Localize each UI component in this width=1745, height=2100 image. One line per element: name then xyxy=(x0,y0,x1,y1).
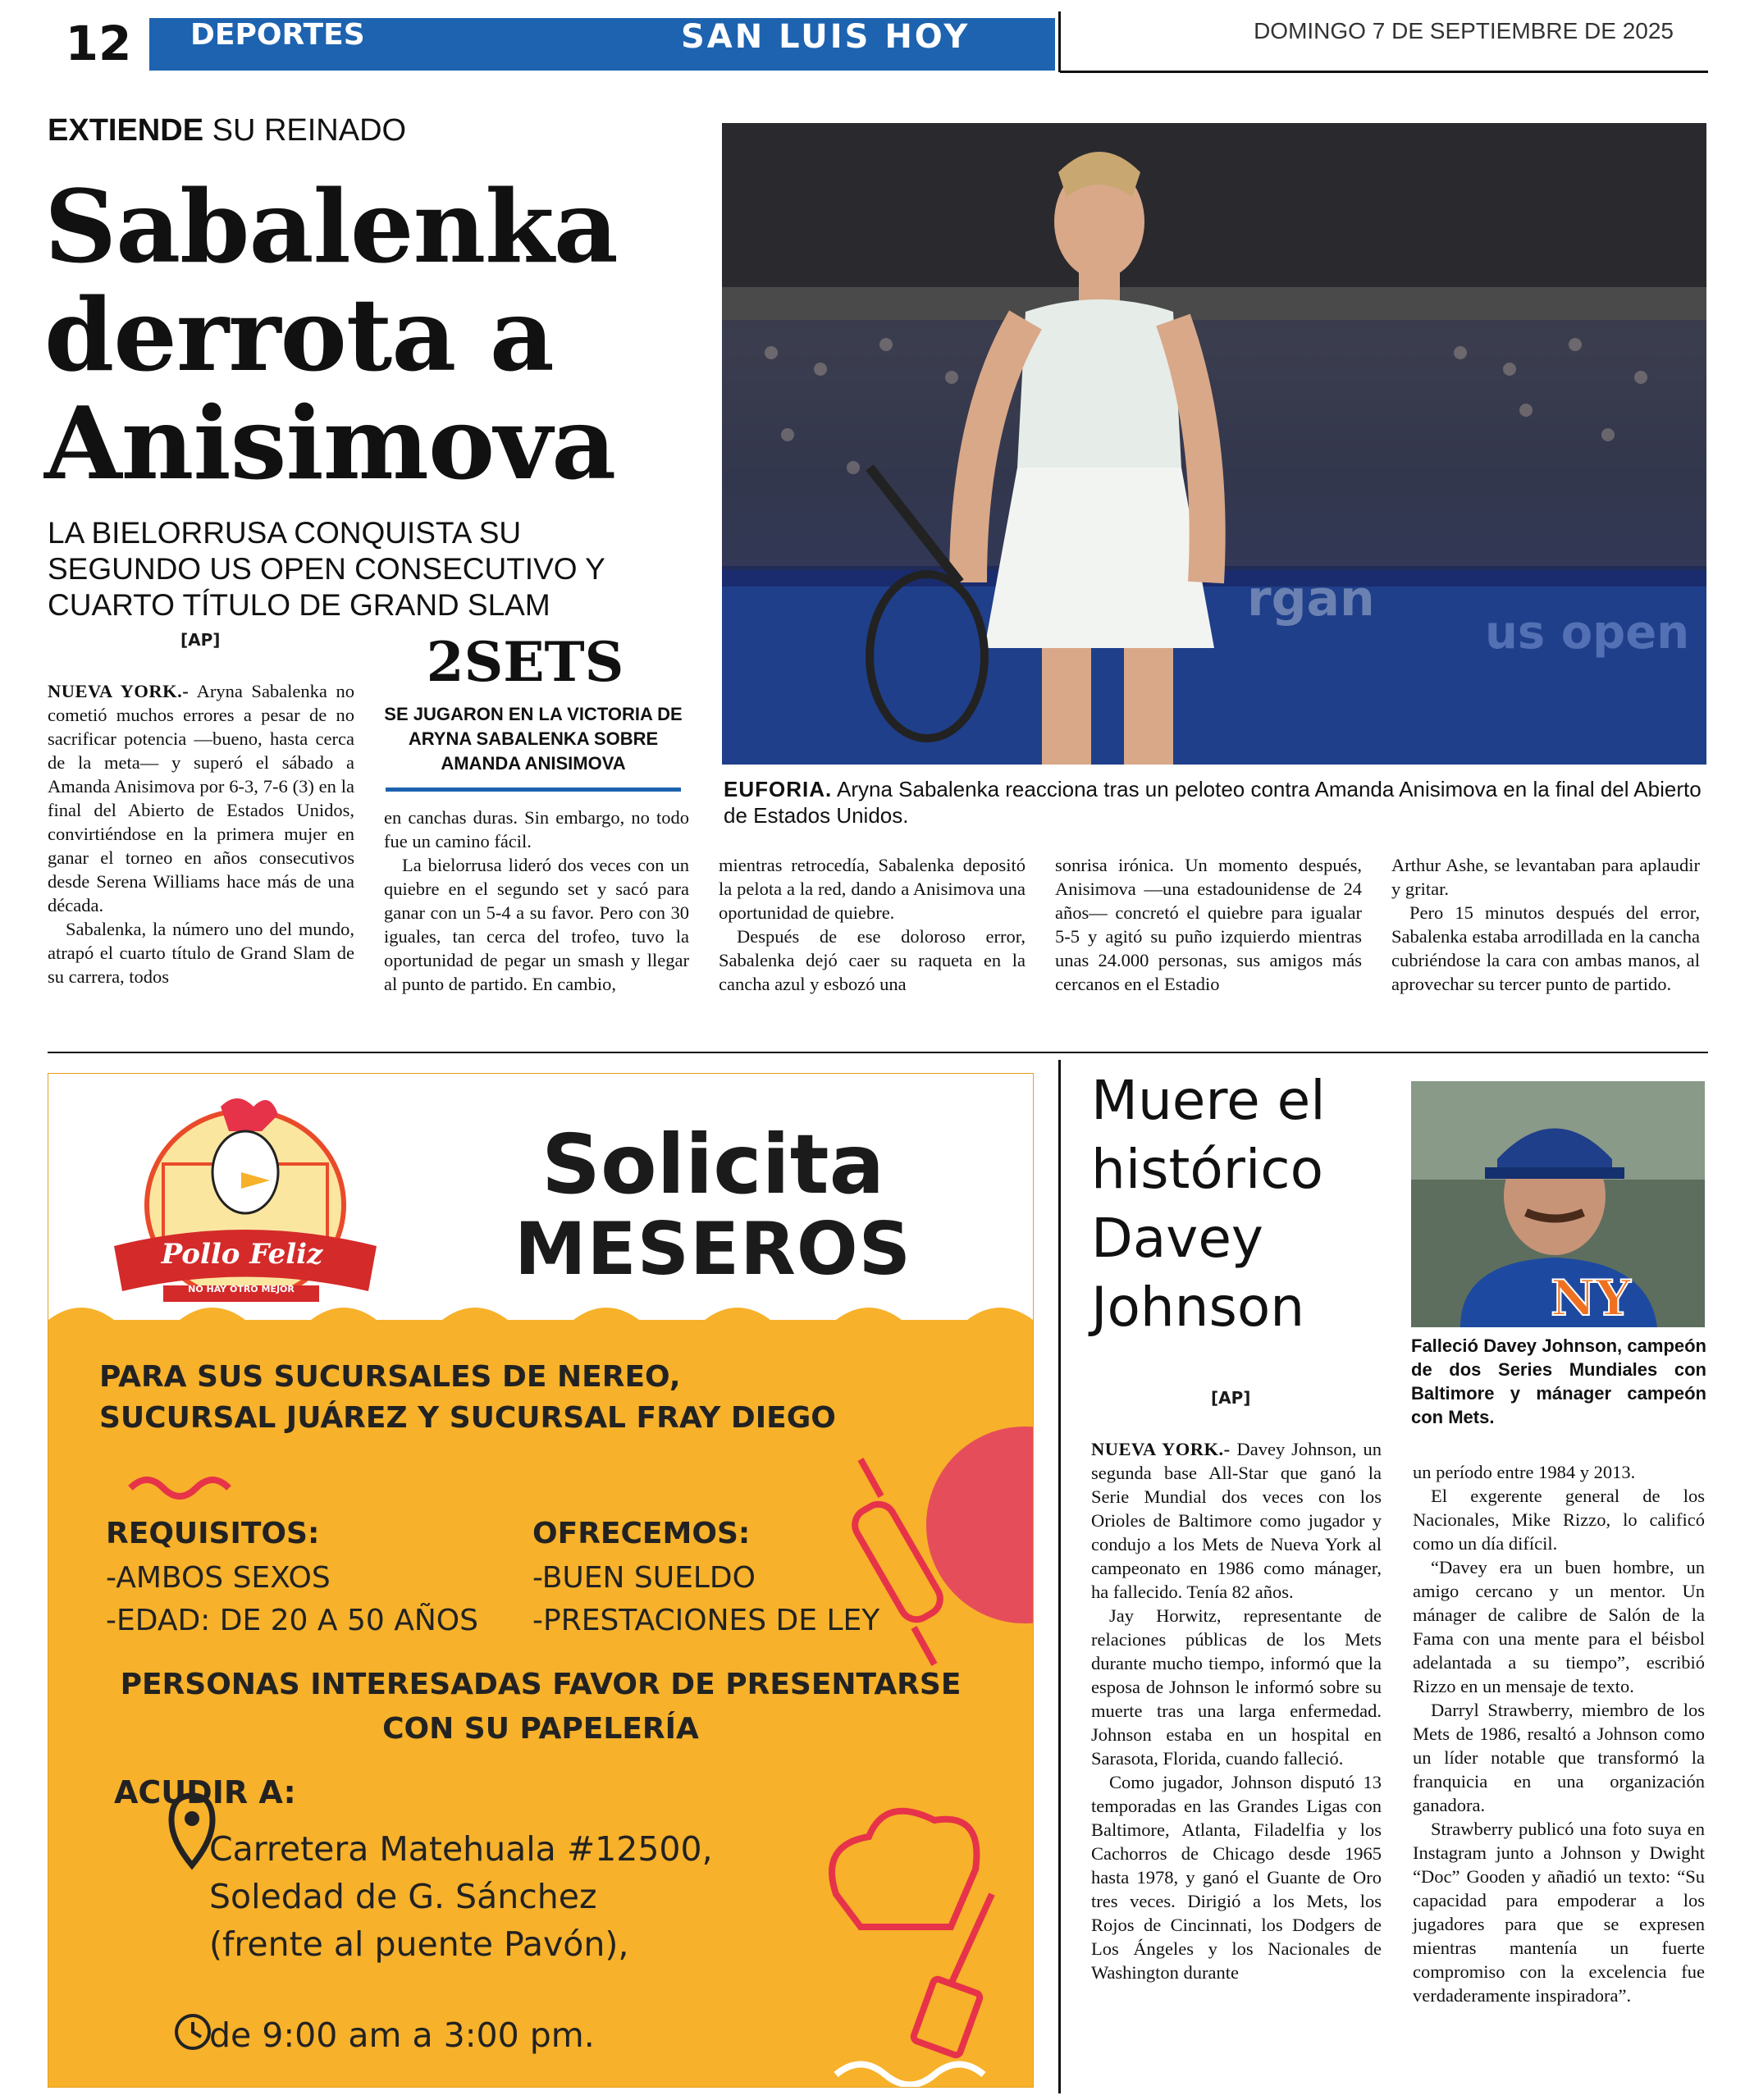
ad-address-line-2: Soledad de G. Sánchez xyxy=(209,1877,597,1916)
deck-line-1: LA BIELORRUSA CONQUISTA SU xyxy=(48,516,522,550)
story1-paragraph-4-end: Arthur Ashe, se levantaban para aplaudir y gritar. xyxy=(1391,855,1700,899)
headline-line-1: Sabalenka xyxy=(44,167,618,285)
story1-column-2 xyxy=(384,806,689,996)
story2-headline-line-4: Johnson xyxy=(1091,1276,1305,1339)
story1-paragraph-2-cont: en canchas duras. Sin embargo, no todo fue un camino fácil. xyxy=(384,807,689,851)
kicker-rest: SU REINADO xyxy=(203,113,407,148)
caption-lead: EUFORIA. xyxy=(724,777,833,801)
svg-text:us open: us open xyxy=(1485,606,1690,660)
headline-line-3: Anisimova xyxy=(44,384,616,502)
story2-paragraph-3-cont: un período entre 1984 y 2013. xyxy=(1413,1462,1636,1482)
ad-title-solicita: Solicita xyxy=(541,1116,885,1212)
story-credit: [AP] xyxy=(180,630,221,650)
ad-branches xyxy=(99,1357,1002,1439)
chef-hat-icon xyxy=(832,1811,976,1927)
ad-offer-2: -PRESTACIONES DE LEY xyxy=(532,1604,880,1637)
ad-brand-name: Pollo Feliz xyxy=(161,1238,323,1271)
ad-address-line-1: Carretera Matehuala #12500, xyxy=(209,1829,713,1869)
section-rule xyxy=(48,1052,1708,1053)
story2-headline-line-1: Muere el xyxy=(1091,1069,1326,1132)
pullquote-text: SE JUGARON EN LA VICTORIA DE ARYNA SABALENKA SOBRE AMANDA ANISIMOVA xyxy=(384,704,683,774)
ad-requirement-1: -AMBOS SEXOS xyxy=(106,1561,331,1595)
ad-address xyxy=(209,1825,800,1968)
story-headline xyxy=(44,167,717,502)
story-deck xyxy=(48,515,704,623)
story1-paragraph-3: La bielorrusa lideró dos veces con un quiebre en el segundo set y sacó para ganar con un 5-4 a su favor. Pero con 30 iguales, tan cerca del trofeo, tuvo la oportunidad de pegar un smash y llegar al punto de partido. En cambio, xyxy=(384,855,689,994)
headline-line-2: derrota a xyxy=(44,276,554,394)
story1-p1-text: Aryna Sabalenka no cometió muchos errores a pesar de no sacrificar potencia —bueno, hasta cerca de la meta— y superó el sábado a Amanda Anisimova por 6-3, 7-6 (3) en la final del Abierto de Estados Unidos, convirtiéndose en la primera mujer en ganar el torneo en años consecutivos desde Serena Williams hace más de una década. xyxy=(48,681,354,915)
ad-offer-1: -BUEN SUELDO xyxy=(532,1561,756,1595)
caption-text: Aryna Sabalenka reacciona tras un peloteo contra Amanda Anisimova en la final del Abierto de Estados Unidos. xyxy=(724,777,1702,828)
kicker-bold: EXTIENDE xyxy=(48,113,204,148)
clock-icon xyxy=(176,2016,209,2048)
story1-column-4 xyxy=(1055,853,1362,996)
newspaper-name: SAN LUIS HOY xyxy=(681,18,971,56)
pullquote-number: 2SETS xyxy=(426,630,624,694)
header-divider xyxy=(1058,11,1061,72)
story1-paragraph-1 xyxy=(48,679,354,917)
issue-date: DOMINGO 7 DE SEPTIEMBRE DE 2025 xyxy=(1254,18,1674,43)
story2-paragraph-3: Como jugador, Johnson disputó 13 temporadas en las Grandes Ligas con Baltimore, Atlanta, Filadelfia y los Cachorros de Chicago desde 1965 hasta 1978, y ganó el Guante de Oro tres veces. Dirigió a los Mets, los Rojos de Cincinnati, los Dodgers de Los Ángeles y los Nacionales de Washington durante xyxy=(1091,1772,1382,1983)
story2-column-1 xyxy=(1091,1437,1382,1984)
section-name: DEPORTES xyxy=(190,18,365,52)
svg-text:rgan: rgan xyxy=(1247,570,1375,628)
story1-paragraph-4-cont: sonrisa irónica. Un momento después, Anisimova —una estadounidense de 24 años— concretó el quiebre para igualar 5-5 y agitó su puño izquierdo mientras unas 24.000 personas, sus amigos más cercanos en el Estadio xyxy=(1055,855,1362,994)
story2-credit: [AP] xyxy=(1211,1388,1251,1408)
story1-paragraph-3-cont: mientras retrocedía, Sabalenka depositó la pelota a la red, dando a Anisimova una oportunidad de quiebre. xyxy=(719,855,1026,923)
sabalenka-photo xyxy=(722,123,1706,765)
ad-go-to-title: ACUDIR A: xyxy=(114,1774,296,1810)
ad-offers-title: OFRECEMOS: xyxy=(532,1517,751,1550)
photo-illustration xyxy=(722,123,1706,765)
ad-cta-line-1: PERSONAS INTERESADAS FAVOR DE PRESENTARSE xyxy=(120,1668,962,1701)
story1-paragraph-2: Sabalenka, la número uno del mundo, atrapó el cuarto título de Grand Slam de su carrera, todos xyxy=(48,919,354,987)
story1-dateline: NUEVA YORK.- xyxy=(48,681,190,701)
ad-title-meseros: MESEROS xyxy=(514,1207,912,1291)
story2-paragraph-6: Darryl Strawberry, miembro de los Mets de 1986, resaltó a Johnson como un líder notable que transformó la franquicia en una organización ganadora. xyxy=(1413,1700,1705,1815)
story2-p1-text: Davey Johnson, un segunda base All-Star que ganó la Serie Mundial dos veces con los Orioles de Baltimore como jugador y condujo a los Mets de Nueva York al campeonato en 1986 como mánager, ha fallecido. Tenía 82 años. xyxy=(1091,1439,1382,1602)
ad-address-line-3: (frente al puente Pavón), xyxy=(209,1924,629,1964)
story2-headline-line-3: Davey xyxy=(1091,1207,1263,1270)
story2-headline-line-2: histórico xyxy=(1091,1138,1323,1201)
davey-photo-caption: Falleció Davey Johnson, campeón de dos Series Mundiales con Baltimore y mánager campeón con Mets. xyxy=(1411,1335,1706,1427)
ad-slogan: NO HAY OTRO MEJOR xyxy=(188,1284,295,1294)
header-rule xyxy=(1060,71,1708,73)
story1-column-3 xyxy=(719,853,1026,996)
story2-paragraph-2: Jay Horwitz, representante de relaciones públicas de los Mets durante mucho tiempo, informó que la esposa de Johnson le informó sobre su muerte tras una larga enfermedad. Johnson estaba en un hospital en Sarasota, Florida, cuando falleció. xyxy=(1091,1605,1382,1769)
ad-cta-line-2: CON SU PAPELERÍA xyxy=(382,1712,699,1746)
photo-caption xyxy=(724,776,1705,829)
ad-requirements-title: REQUISITOS: xyxy=(106,1517,320,1550)
svg-text:NY: NY xyxy=(1551,1270,1631,1327)
pollo-feliz-ad xyxy=(48,1073,1034,2088)
story2-paragraph-4: El exgerente general de los Nacionales, Mike Rizzo, lo calificó como un día difícil. xyxy=(1413,1486,1705,1554)
deck-line-2: SEGUNDO US OPEN CONSECUTIVO Y xyxy=(48,552,605,586)
davey-johnson-photo xyxy=(1411,1081,1705,1327)
ad-branches-line-2: SUCURSAL JUÁREZ Y SUCURSAL FRAY DIEGO xyxy=(99,1401,836,1435)
story2-dateline: NUEVA YORK.- xyxy=(1091,1439,1231,1459)
story2-paragraph-7: Strawberry publicó una foto suya en Instagram junto a Johnson y Dwight “Doc” Gooden y añadió un texto: “Su capacidad para empoderar a los jugadores para que se expresen mientras mantenía un fuerte compromiso con la excelencia fue verdaderamente inspiradora”. xyxy=(1413,1819,1705,2006)
story1-paragraph-4: Después de ese doloroso error, Sabalenka dejó caer su raqueta en la cancha azul y esbozó una xyxy=(719,926,1026,994)
ad-divider xyxy=(1058,1060,1061,2093)
pullquote-rule xyxy=(386,788,681,792)
story1-column-1 xyxy=(48,679,354,988)
story1-column-5 xyxy=(1391,853,1700,996)
page-number: 12 xyxy=(65,16,132,71)
ad-call-to-action xyxy=(81,1663,1000,1751)
davey-photo-illustration xyxy=(1411,1081,1705,1327)
deck-line-3: CUARTO TÍTULO DE GRAND SLAM xyxy=(48,588,550,622)
story2-headline xyxy=(1091,1066,1378,1342)
ad-branches-line-1: PARA SUS SUCURSALES DE NEREO, xyxy=(99,1360,681,1394)
story2-paragraph-1 xyxy=(1091,1437,1382,1604)
story-kicker xyxy=(48,113,406,148)
story2-column-2 xyxy=(1413,1460,1705,2007)
ad-hours: de 9:00 am a 3:00 pm. xyxy=(209,2016,595,2055)
story2-paragraph-5: “Davey era un buen hombre, un amigo cercano y un mentor. Un mánager de calibre de Salón de la Fama con una mente para el béisbol adelantada a su tiempo”, escribió Rizzo en un mensaje de texto. xyxy=(1413,1557,1705,1696)
ad-requirement-2: -EDAD: DE 20 A 50 AÑOS xyxy=(106,1604,478,1637)
story1-paragraph-5: Pero 15 minutos después del error, Sabalenka estaba arrodillada en la cancha cubriéndose la cara con ambas manos, al aprovechar su tercer punto de partido. xyxy=(1391,902,1700,994)
